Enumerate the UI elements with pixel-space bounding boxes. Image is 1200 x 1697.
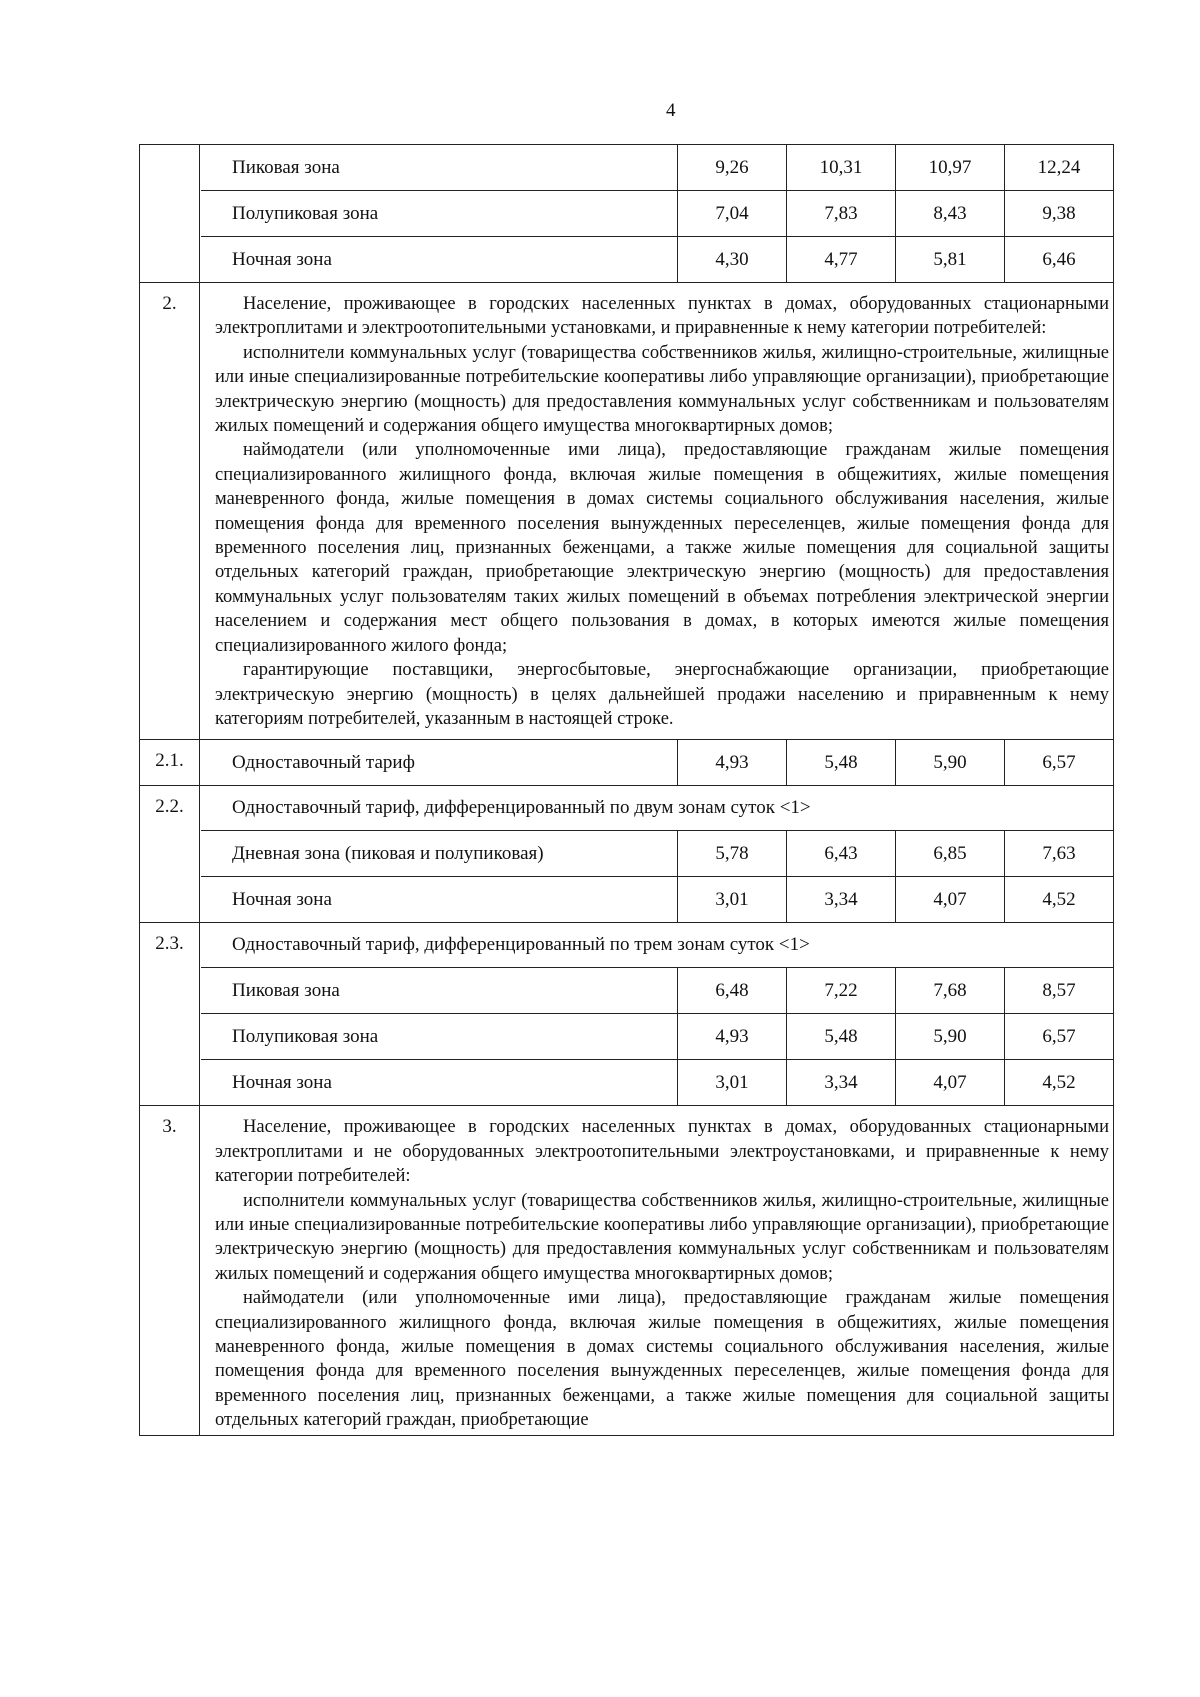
row-label: Пиковая зона	[232, 156, 340, 178]
table-row	[201, 740, 1113, 785]
row-label: Ночная зона	[232, 248, 332, 270]
value-cell: 7,63	[1004, 831, 1113, 876]
paragraph: наймодатели (или уполномоченные ими лица), предоставляющие гражданам жилые помещения специализированного жилищного фонда, включая жилые помещения в общежитиях, жилые помещения маневренного фонда, жилые помещения в домах системы социального обслуживания населения, жилые помещения фонда для временного поселения вынужденных переселенцев, жилые помещения фонда для временного поселения лиц, признанных беженцами, а также жилые помещения для социальной защиты отдельных категорий граждан, приобретающие электрическую энергию (мощность) для предоставления коммунальных услуг пользователям таких жилых помещений в объемах потребления электрической энергии населением и содержания мест общего пользования в домах, в которых имеются жилые помещения специализированного жилого фонда;	[215, 440, 1109, 656]
row-label: Пиковая зона	[232, 979, 340, 1001]
value-cell: 4,07	[895, 1060, 1004, 1105]
value-cell: 6,48	[677, 968, 786, 1013]
table-row	[201, 236, 1113, 282]
category-description	[201, 1106, 1113, 1434]
value-cell: 5,81	[895, 237, 1004, 282]
value-cell: 4,07	[895, 877, 1004, 922]
value-cell: 6,43	[786, 831, 895, 876]
value-cell: 6,57	[1004, 740, 1113, 785]
row-number-empty	[140, 145, 200, 282]
paragraph: исполнители коммунальных услуг (товарищества собственников жилья, жилищно-строительные, жилищные или иные специализированные потребительские кооперативы либо управляющие организации), приобретающие электрическую энергию (мощность) для предоставления коммунальных услуг собственникам и пользователям жилых помещений и содержания общего имущества многоквартирных домов;	[215, 342, 1109, 437]
table-row	[201, 190, 1113, 236]
value-cell: 3,34	[786, 1060, 895, 1105]
table-row	[201, 876, 1113, 922]
paragraph: Население, проживающее в городских населенных пунктах в домах, оборудованных стационарными электроплитами и электроотопительными установками, и приравненные к нему категории потребителей:	[215, 294, 1109, 339]
block-3	[140, 1105, 1113, 1434]
value-cell: 4,52	[1004, 877, 1113, 922]
value-cell: 9,38	[1004, 191, 1113, 236]
row-number: 2.	[140, 283, 200, 739]
value-cell: 10,97	[895, 145, 1004, 190]
block-2-2	[140, 785, 1113, 922]
value-cell: 9,26	[677, 145, 786, 190]
paragraph: гарантирующие поставщики, энергосбытовые, энергоснабжающие организации, приобретающие электрическую энергию (мощность) в целях дальнейшей продажи населению и приравненным к нему категориям потребителей, указанным в настоящей строке.	[215, 660, 1109, 729]
value-cell: 7,22	[786, 968, 895, 1013]
page-number: 4	[666, 100, 676, 121]
value-cell: 4,52	[1004, 1060, 1113, 1105]
block-2	[140, 282, 1113, 739]
value-cell: 5,78	[677, 831, 786, 876]
paragraph: исполнители коммунальных услуг (товарищества собственников жилья, жилищно-строительные, жилищные или иные специализированные потребительские кооперативы либо управляющие организации), приобретающие электрическую энергию (мощность) для предоставления коммунальных услуг собственникам и пользователям жилых помещений и содержания общего имущества многоквартирных домов;	[215, 1190, 1109, 1284]
value-cell: 4,93	[677, 1014, 786, 1059]
value-cell: 6,46	[1004, 237, 1113, 282]
category-description	[201, 283, 1113, 739]
section-header: Одноставочный тариф, дифференцированный по трем зонам суток <1>	[232, 934, 810, 956]
value-cell: 7,68	[895, 968, 1004, 1013]
row-label: Дневная зона (пиковая и полупиковая)	[232, 842, 544, 864]
value-cell: 8,57	[1004, 968, 1113, 1013]
value-cell: 3,34	[786, 877, 895, 922]
value-cell: 8,43	[895, 191, 1004, 236]
value-cell: 4,77	[786, 237, 895, 282]
paragraph: наймодатели (или уполномоченные ими лица), предоставляющие гражданам жилые помещения специализированного жилищного фонда, включая жилые помещения в общежитиях, жилые помещения маневренного фонда, жилые помещения в домах системы социального обслуживания населения, жилые помещения фонда для временного поселения вынужденных переселенцев, жилые помещения фонда для временного поселения лиц, признанных беженцами, а также жилые помещения для социальной защиты отдельных категорий граждан, приобретающие	[215, 1288, 1109, 1431]
value-cell: 6,85	[895, 831, 1004, 876]
row-number: 2.1.	[140, 740, 200, 785]
value-cell: 5,90	[895, 740, 1004, 785]
value-cell: 5,90	[895, 1014, 1004, 1059]
table-row	[201, 967, 1113, 1013]
row-number: 2.2.	[140, 786, 200, 922]
block-2-3	[140, 922, 1113, 1105]
value-cell: 12,24	[1004, 145, 1113, 190]
row-label: Полупиковая зона	[232, 1025, 379, 1047]
value-cell: 3,01	[677, 877, 786, 922]
block-2-1	[140, 739, 1113, 785]
row-number: 3.	[140, 1106, 200, 1434]
table-row	[201, 830, 1113, 876]
section-header: Одноставочный тариф, дифференцированный по двум зонам суток <1>	[232, 797, 811, 819]
row-label: Одноставочный тариф	[232, 751, 415, 773]
value-cell: 4,93	[677, 740, 786, 785]
row-number: 2.3.	[140, 923, 200, 1105]
paragraph: Население, проживающее в городских населенных пунктах в домах, оборудованных стационарными электроплитами и не оборудованных электроотопительными электроустановками, и приравненные к нему категории потребителей:	[215, 1117, 1109, 1187]
tariff-table	[139, 144, 1114, 1436]
table-row	[201, 1059, 1113, 1105]
value-cell: 3,01	[677, 1060, 786, 1105]
value-cell: 7,04	[677, 191, 786, 236]
value-cell: 4,30	[677, 237, 786, 282]
value-cell: 5,48	[786, 740, 895, 785]
row-label: Ночная зона	[232, 888, 332, 910]
table-row	[201, 145, 1113, 190]
value-cell: 10,31	[786, 145, 895, 190]
block-1-continued	[140, 145, 1113, 282]
row-label: Полупиковая зона	[232, 202, 379, 224]
row-label: Ночная зона	[232, 1071, 332, 1093]
value-cell: 6,57	[1004, 1014, 1113, 1059]
value-cell: 7,83	[786, 191, 895, 236]
value-cell: 5,48	[786, 1014, 895, 1059]
table-row	[201, 1013, 1113, 1059]
